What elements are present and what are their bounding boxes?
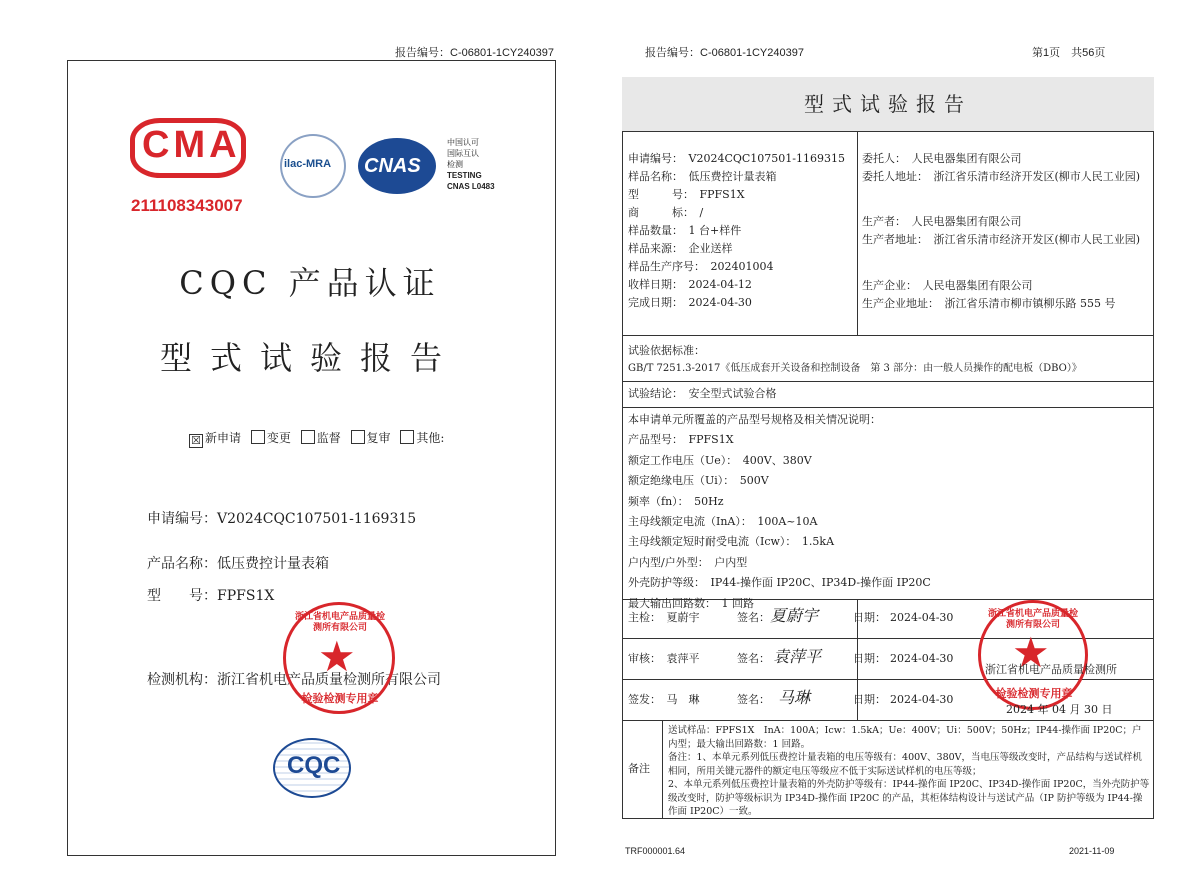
table-divider	[857, 132, 858, 335]
sign-label: 签名：	[737, 611, 770, 624]
stamp-organization: 浙江省机电产品质量检测所	[985, 663, 1117, 676]
sign-date: 2024-04-30	[890, 693, 954, 706]
ilac-mra-text: ilac-MRA	[284, 158, 332, 170]
coverage-row: 最大输出回路数： 1 回路	[628, 596, 754, 610]
remark-line: 送试样品：FPFS1X InA：100A；Icw：1.5kA；Ue：400V；Ui：500V；50Hz；IP44-操作面 IP20C；户内型；最大输出回路数：1 回路。	[668, 725, 1142, 750]
factory-info-list	[862, 277, 1152, 313]
seal-bottom-text: 检验检测专用章	[301, 692, 379, 705]
sign-date: 2024-04-30	[890, 611, 954, 624]
table-divider	[622, 381, 1154, 382]
form-date: 2021-11-09	[1069, 846, 1115, 856]
coverage-row: 主母线额定电流（InA）： 100A~10A	[628, 515, 818, 529]
info-row: 收样日期： 2024-04-12	[628, 278, 752, 291]
field-value: V2024CQC107501-1169315	[217, 511, 417, 527]
handwritten-signature: 夏蔚宇	[770, 606, 819, 625]
field-value: 浙江省机电产品质量检测所有限公司	[217, 672, 441, 688]
product-name-field	[147, 553, 329, 573]
info-row: 委托人地址： 浙江省乐清市经济开发区(柳市人民工业园)	[862, 170, 1141, 183]
cnas-accreditation-text	[447, 137, 495, 192]
manufacturer-info-list	[862, 213, 1152, 249]
cnas-side-line: 国际互认	[447, 149, 479, 158]
info-row: 生产企业： 人民电器集团有限公司	[862, 279, 1033, 292]
right-report-number: 报告编号：C-06801-1CY240397	[645, 47, 804, 59]
checkbox-other[interactable]	[400, 430, 414, 444]
seal-ring-text: 浙江省机电产品质量检测所有限公司	[294, 612, 385, 633]
model-field	[147, 585, 274, 605]
info-row: 商 标： /	[628, 206, 704, 219]
coverage-row: 主母线额定短时耐受电流（Icw）： 1.5kA	[628, 535, 835, 549]
coverage-row: 户内型/户外型： 户内型	[628, 555, 748, 569]
field-label: 型 号：	[147, 588, 217, 604]
cqc-logo-text: CQC	[287, 752, 341, 779]
report-title: 型式试验报告	[622, 77, 1154, 132]
date-label: 日期：	[853, 652, 886, 665]
field-value: 低压费控计量表箱	[217, 556, 329, 572]
cnas-side-line: 中国认可	[447, 138, 479, 147]
coverage-list	[628, 410, 1150, 614]
date-label: 日期：	[853, 693, 886, 706]
coverage-row: 产品型号： FPFS1X	[628, 433, 734, 447]
checkbox-label: 监督	[316, 431, 341, 445]
application-number-field	[147, 508, 416, 528]
info-row: 生产者地址： 浙江省乐清市经济开发区(柳市人民工业园)	[862, 233, 1141, 246]
cnas-side-line: 检测	[447, 160, 463, 169]
checkbox-new[interactable]: ☒	[189, 434, 203, 448]
info-row: 生产者： 人民电器集团有限公司	[862, 215, 1022, 228]
info-row: 样品生产序号： 202401004	[628, 260, 774, 273]
coverage-row: 频率（fn）： 50Hz	[628, 494, 724, 508]
standard-label: 试验依据标准：	[628, 344, 705, 357]
inspector-role: 主检： 夏蔚宇	[628, 611, 700, 624]
remark-line: 备注：1、本单元系列低压费控计量表箱的电压等级有：400V、380V，当电压等级改变时，产品结构与送试样机相同，所用关键元器件的额定电压等级应不低于实际送试样机的电压等级；	[668, 752, 1143, 777]
info-row: 样品名称： 低压费控计量表箱	[628, 170, 777, 183]
seal-star-icon: ★	[1012, 628, 1050, 677]
issuer-role: 签发： 马 琳	[628, 693, 700, 706]
date-label: 日期：	[853, 611, 886, 624]
coverage-row: 额定绝缘电压（Ui）： 500V	[628, 474, 769, 488]
test-conclusion: 试验结论： 安全型式试验合格	[628, 387, 777, 400]
page-indicator: 第1页 共56页	[1032, 47, 1106, 59]
cma-number: 211108343007	[131, 196, 243, 215]
info-row: 申请编号： V2024CQC107501-1169315	[628, 152, 845, 165]
checkbox-supervision[interactable]	[301, 430, 315, 444]
sign-date: 2024-04-30	[890, 652, 954, 665]
reviewer-role: 审核： 袁萍平	[628, 652, 700, 665]
checkbox-label: 复审	[366, 431, 391, 445]
cma-logo-text: CMA	[142, 124, 241, 166]
client-info-list	[862, 150, 1152, 186]
table-divider	[622, 720, 1154, 721]
seal-bottom-text: 检验检测专用章	[995, 687, 1073, 700]
cnas-side-line: TESTING	[447, 171, 482, 180]
info-row: 委托人： 人民电器集团有限公司	[862, 152, 1022, 165]
sign-label: 签名：	[737, 693, 770, 706]
application-type-checkboxes	[183, 429, 444, 448]
cover-subtitle: 型式试验报告	[159, 339, 460, 377]
field-value: FPFS1X	[217, 588, 275, 604]
test-standard	[628, 342, 1150, 378]
cnas-logo-text: CNAS	[364, 155, 421, 177]
field-label: 检测机构：	[147, 672, 217, 688]
info-row: 完成日期： 2024-04-30	[628, 296, 752, 309]
sample-info-list	[628, 150, 845, 312]
form-code: TRF000001.64	[625, 846, 686, 856]
handwritten-signature: 马琳	[778, 688, 811, 707]
info-row: 型 号： FPFS1X	[628, 188, 745, 201]
checkbox-review[interactable]	[351, 430, 365, 444]
info-row: 样品来源： 企业送样	[628, 242, 733, 255]
remark-line: 2、本单元系列低压费控计量表箱的外壳防护等级有：IP44-操作面 IP20C、IP34D-操作面 IP20C，当外壳防护等级改变时，防护等级标识为 IP34D-操作面 IP20C 的产品，其柜体结构设计与送试产品（IP 防护等级为 IP44-操作面 IP20C）一致。	[668, 779, 1150, 817]
remarks-label: 备注	[628, 762, 650, 775]
coverage-title: 本申请单元所覆盖的产品型号规格及相关情况说明：	[628, 413, 881, 426]
checkbox-label: 其他:	[416, 431, 445, 445]
checkbox-label: 变更	[266, 431, 291, 445]
table-divider	[622, 407, 1154, 408]
cnas-side-line: CNAS L0483	[447, 182, 495, 191]
remarks-content	[668, 724, 1150, 819]
sign-label: 签名：	[737, 652, 770, 665]
info-row: 生产企业地址： 浙江省乐清市柳市镇柳乐路 555 号	[862, 297, 1116, 310]
standard-value: GB/T 7251.3-2017《低压成套开关设备和控制设备 第 3 部分：由一般人员操作的配电板（DBO）》	[628, 363, 1082, 374]
table-divider	[622, 335, 1154, 336]
checkbox-label: 新申请	[205, 431, 242, 445]
left-report-number: 报告编号：C-06801-1CY240397	[395, 47, 554, 59]
checkbox-change[interactable]	[251, 430, 265, 444]
cover-title: CQC 产品认证	[179, 264, 441, 302]
seal-ring-text: 浙江省机电产品质量检测所有限公司	[988, 609, 1079, 630]
table-divider	[662, 720, 663, 819]
coverage-row: 外壳防护等级： IP44-操作面 IP20C、IP34D-操作面 IP20C	[628, 576, 931, 590]
field-label: 产品名称：	[147, 556, 217, 572]
info-row: 样品数量： 1 台+样件	[628, 224, 742, 237]
stamp-date: 2024 年 04 月 30 日	[1006, 703, 1113, 716]
seal-star-icon: ★	[318, 632, 356, 681]
handwritten-signature: 袁萍平	[773, 647, 822, 666]
coverage-row: 额定工作电压（Ue）： 400V、380V	[628, 453, 812, 467]
field-label: 申请编号：	[147, 511, 217, 527]
